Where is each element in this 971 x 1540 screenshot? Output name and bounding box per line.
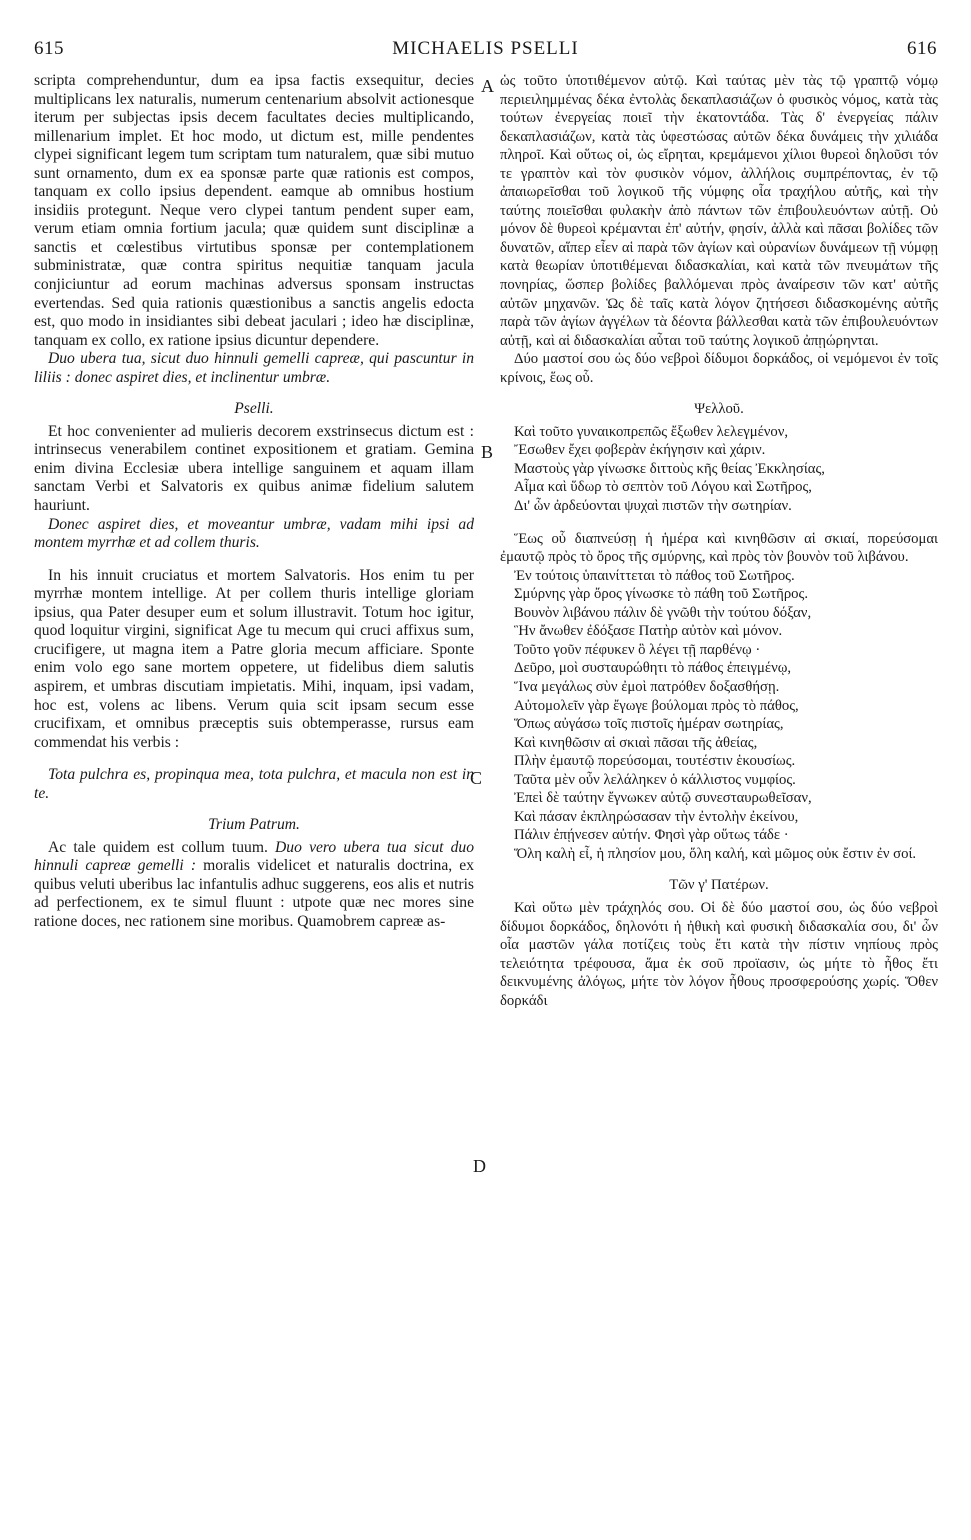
latin-heading-trium-patrum: Trium Patrum. (208, 816, 300, 834)
poem-line: Αὐτομολεῖν γὰρ ἔγωγε βούλομαι πρὸς τὸ πάθος, (514, 697, 799, 714)
poem-line: Ταῦτα μὲν οὖν λελάληκεν ὁ κάλλιστος νυμφίος. (514, 771, 796, 788)
greek-heading-psellou: Ψελλοῦ. (694, 401, 744, 418)
greek-paragraph-1: ὡς τοῦτο ὑποτιθέμενον αὐτῷ. Καὶ ταύτας μὲν τὰς τῷ γραπτῷ νόμῳ περιειλημμένας δέκα ἐντολὰς δεκαπλασιάζων ὁ φυσικὸς νόμος, κατὰ τὰς τούτων ἐνεργείας ποιεῖ τὴν ἑκατοντάδα. Τὰς δ' ἐνεργείας πάλιν δεκαπλασιάζων, κατὰ τὰς ὑφεστώσας αὐτῶν δέκα δυνάμεις τὴν χιλιάδα πληροῖ. Καὶ οὕτως οἱ, ὡς εἴρηται, κρεμάμενοι χίλιοι θυρεοὶ δηλοῦσι τόν τε γραπτὸν καὶ τὸν φυσικὸν νόμον, ἀλλήλοις συμπρέποντας, ἐν τῷ ἀπαιωρεῖσθαι τοῦ λογικοῦ τῆς νύμφης οἷα τραχήλου αὐτῆς, καὶ τὴν ταύτης ποιεῖσθαι φυλακὴν ἀπὸ πάντων τῶν ἐπιβουλευόντων αὐτῇ. Οὐ μόνον δὲ θυρεοὶ κρέμανται ἐπ' αὐτήν, φησίν, ἀλλὰ καὶ πᾶσαι βολίδες τῶν δυνατῶν, αἵπερ εἶεν αἱ παρὰ τῶν ἁγίων καὶ οὐρανίων δυνάμεων τῇ νύμφῃ κατὰ θεωρίαν ὑποτιθέμεναι διδασκαλίαι, καὶ κατὰ τῶν πνευμάτων τῆς πονηρίας, ὥσπερ βολίδες βαλλόμεναι πρὸς ἀναίρεσιν τῶν κατ' αὐτῆς αὐτῶν μηχανῶν. Ὡς δὲ ταῖς κατὰ λόγον ζητήσεσι διδασκομένης αὐτῆς παρὰ τῶν ἁγίων ἀγγέλων τὰ δέοντα βάλλεσθαι κατὰ τῶν ἐπιβουλευόντων αὐτῇ, καὶ αἱ διδασκαλίαι αὗται τοῦ ταύτης λογικοῦ ἀπῃώρηνται. (500, 73, 938, 349)
greek-verse-1: Δύο μαστοί σου ὡς δύο νεβροὶ δίδυμοι δορκάδος, οἱ νεμόμενοι ἐν τοῖς κρίνοις, ἕως οὗ. (500, 351, 938, 386)
poem-line: Ἔσωθεν ἔχει φοβερὰν ἐκήγησιν καὶ χάριν. (514, 442, 766, 459)
latin-paragraph-2: Et hoc convenienter ad mulieris decorem exstrinsecus dictum est : intrinsecus venerabilem continet expositionem et gratiam. Gemina enim divina Ecclesiæ ubera intellige sanguinem et aquam illam sanctam Verbi et Salvatoris ex quibus animæ fidelium salutem hauriunt. (34, 422, 474, 515)
latin-paragraph-4 (34, 839, 474, 932)
poem-line: Καὶ τοῦτο γυναικοπρεπῶς ἔξωθεν λελεγμένον, (514, 423, 789, 440)
poem-line: Μαστοὺς γὰρ γίνωσκε διττοὺς κῆς θείας Ἐκκλησίας, (514, 460, 825, 477)
poem-line: Ἵνα μεγάλως σὺν ἐμοὶ πατρόθεν δοξασθήσῃ. (514, 678, 780, 695)
running-title: MICHAELIS PSELLI (392, 38, 579, 59)
latin-paragraph-4-end: moralis videlicet et naturalis doctrina, ex quibus veluti uberibus lac infantulis adhuc suggerens, eos alis et nutris ad perfectionem, ex te simul fluunt : utpote quæ nec mores sine ratione doces, nec rationem sine moribus. Quamobrem capreæ as- (34, 857, 474, 930)
latin-heading-pselli: Pselli. (234, 400, 274, 418)
latin-paragraph-3: In his innuit cruciatus et mortem Salvatoris. Hos enim tu per myrrhæ montem intellige. At per collem thuris intellige gloriam ipsius, qua Pater desuper eum et solum illustravit. Totum hoc igitur, quod loquitur virgini, significat Age tu mecum qui cruci affixus sum, crucifigere, ut magna item a Patre gloria mecum afficiare. Sponte enim volo ego sane mortem oppetere, ut fidelibus diem salutis aspirem, et umbras discutiam impietatis. Mihi, inquam, ipsi vadam, hoc est, volens ac libens. Verum quia scit ipsam secum esse crucifixam, et omnibus præceptis suis obtemperasse, rursus eam commendat his verbis : (34, 566, 474, 751)
latin-verse-3: Tota pulchra es, propinqua mea, tota pulchra, et macula non est in te. (34, 766, 474, 802)
margin-label-d: D (473, 1156, 486, 1176)
greek-heading-trium-patrum: Τῶν γ' Πατέρων. (669, 877, 769, 894)
latin-paragraph-4-quote: Duo vero ubera tua sicut duo hinnuli capreæ gemelli : (34, 838, 474, 875)
poem-line: Δεῦρο, μοὶ συσταυρώθητι τὸ πάθος ἐπειγμένῳ, (514, 660, 792, 677)
poem-line: Πάλιν ἐπῄνεσεν αὐτήν. Φησὶ γὰρ οὕτως τάδε · (514, 827, 789, 844)
latin-paragraph-4-start: Ac tale quidem est collum tuum. (48, 838, 276, 856)
greek-poem-2 (500, 567, 938, 845)
greek-verse-2: Ἕως οὗ διαπνεύσῃ ἡ ἡμέρα καὶ κινηθῶσιν αἱ σκιαί, πορεύσομαι ἐμαυτῷ πρὸς τὸ ὄρος τῆς σμύρνης, καὶ πρὸς τὸν βουνὸν τοῦ λιβάνου. (500, 530, 938, 566)
poem-line: Πλὴν ἐμαυτῷ πορεύσομαι, τουτέστιν ἑκουσίως. (514, 753, 796, 770)
page-header (0, 38, 971, 64)
poem-line: Αἷμα καὶ ὕδωρ τὸ σεπτὸν τοῦ Λόγου καὶ Σωτῆρος, (514, 479, 812, 496)
margin-label-c: C (470, 768, 483, 788)
poem-line: Καὶ κινηθῶσιν αἱ σκιαὶ πᾶσαι τῆς ἀθείας, (514, 734, 758, 751)
poem-line: Σμύρνης γὰρ ὄρος γίνωσκε τὸ πάθη τοῦ Σωτῆρος. (514, 586, 809, 603)
page-number-left: 615 (34, 38, 64, 59)
margin-label-a: A (481, 76, 494, 96)
margin-label-b: B (481, 442, 494, 462)
page-number-right: 616 (907, 38, 937, 59)
poem-line: Βουνὸν λιβάνου πάλιν δὲ γνῶθι τὴν τούτου δόξαν, (514, 604, 812, 621)
poem-line: Δι' ὧν ἀρδεύονται ψυχαὶ πιστῶν τὴν σωτηρίαν. (514, 498, 792, 515)
greek-poem-1 (500, 423, 938, 516)
poem-line: Ἣν ἄνωθεν ἐδόξασε Πατὴρ αὐτὸν καὶ μόνον. (514, 623, 783, 640)
greek-column (500, 72, 938, 1010)
poem-line: Ὅπως αὐγάσω τοῖς πιστοῖς ἡμέραν σωτηρίας, (514, 716, 784, 733)
latin-column (34, 72, 474, 932)
poem-line: Τοῦτο γοῦν πέφυκεν ὃ λέγει τῇ παρθένῳ · (514, 641, 761, 658)
latin-verse-2: Donec aspiret dies, et moveantur umbræ, vadam mihi ipsi ad montem myrrhæ et ad collem thuris. (34, 515, 474, 552)
poem-line: Καὶ πάσαν ἐκπληρώσασαν τὴν ἐντολὴν ἐκείνου, (514, 808, 799, 825)
greek-paragraph-4: Καὶ οὕτω μὲν τράχηλός σου. Οἱ δὲ δύο μαστοί σου, ὡς δύο νεβροὶ δίδυμοι δορκάδος, δηλονότι ἡ ἠθικὴ καὶ φυσικὴ διδασκαλία σου, δι' ὧν οἷα μαστῶν γάλα ποτίζεις τοὺς ἔτι κατὰ τὴν πίστιν νηπίους πρὸς τελειότητα τρέφουσα, ἅμα ἐκ σοῦ προϊασιν, ὡς μήτε τὸ ἦθος ἔτι δεικνυμένης ἀλόγως, μήτε τὸν λόγον ἦθους προσφερούσης χωρίς. Ὅθεν δορκάδι (500, 899, 938, 1009)
greek-verse-3: Ὅλη καλὴ εἶ, ἡ πλησίον μου, ὅλη καλή, καὶ μῶμος οὐκ ἔστιν ἐν σοί. (514, 845, 917, 862)
latin-verse-1: Duo ubera tua, sicut duo hinnuli gemelli capreæ, qui pascuntur in liliis : donec aspiret dies, et inclinentur umbræ. (34, 350, 474, 386)
latin-paragraph-1: scripta comprehenduntur, dum ea ipsa factis exsequitur, decies multiplicans lex naturalis, numerum centenarium absolvit actionesque iterum per subjectas ipsis decem facultates decies multiplicando, millenarium implet. Et hoc modo, ut dictum est, mille pendentes clypei significant legem tum scriptam tum naturalem, quæ sibi mutuo sunt ornamento, dum ex ea sponsæ parte quæ rationis est compos, tanquam ex collo ipsius dependent. eamque ab omnibus hostium insidiis protegunt. Neque vero clypei tantum pendent super eam, verum etiam omnia fortium jacula; quæ quidem sunt disciplinæ a sanctis et cœlestibus virtutibus sponsæ per contemplationem subministratæ, quæ contra spiritus nequitiæ tanquam jacula conjiciuntur ad eorum machinas adversus sponsam instructas evertendas. Sed quia rationis quæstionibus a sanctis angelis edocta est, quo modo in insidiantes sibi debeat jaculari ; ideo hæ disciplinæ, tanquam ex collo, ex ratione ipsius dicuntur dependere. (34, 72, 474, 349)
poem-line: Ἐπεὶ δὲ ταύτην ἔγνωκεν αὐτῷ συνεσταυρωθεῖσαν, (514, 790, 812, 807)
poem-line: Ἐν τούτοις ὑπαινίττεται τὸ πάθος τοῦ Σωτῆρος. (514, 567, 795, 584)
